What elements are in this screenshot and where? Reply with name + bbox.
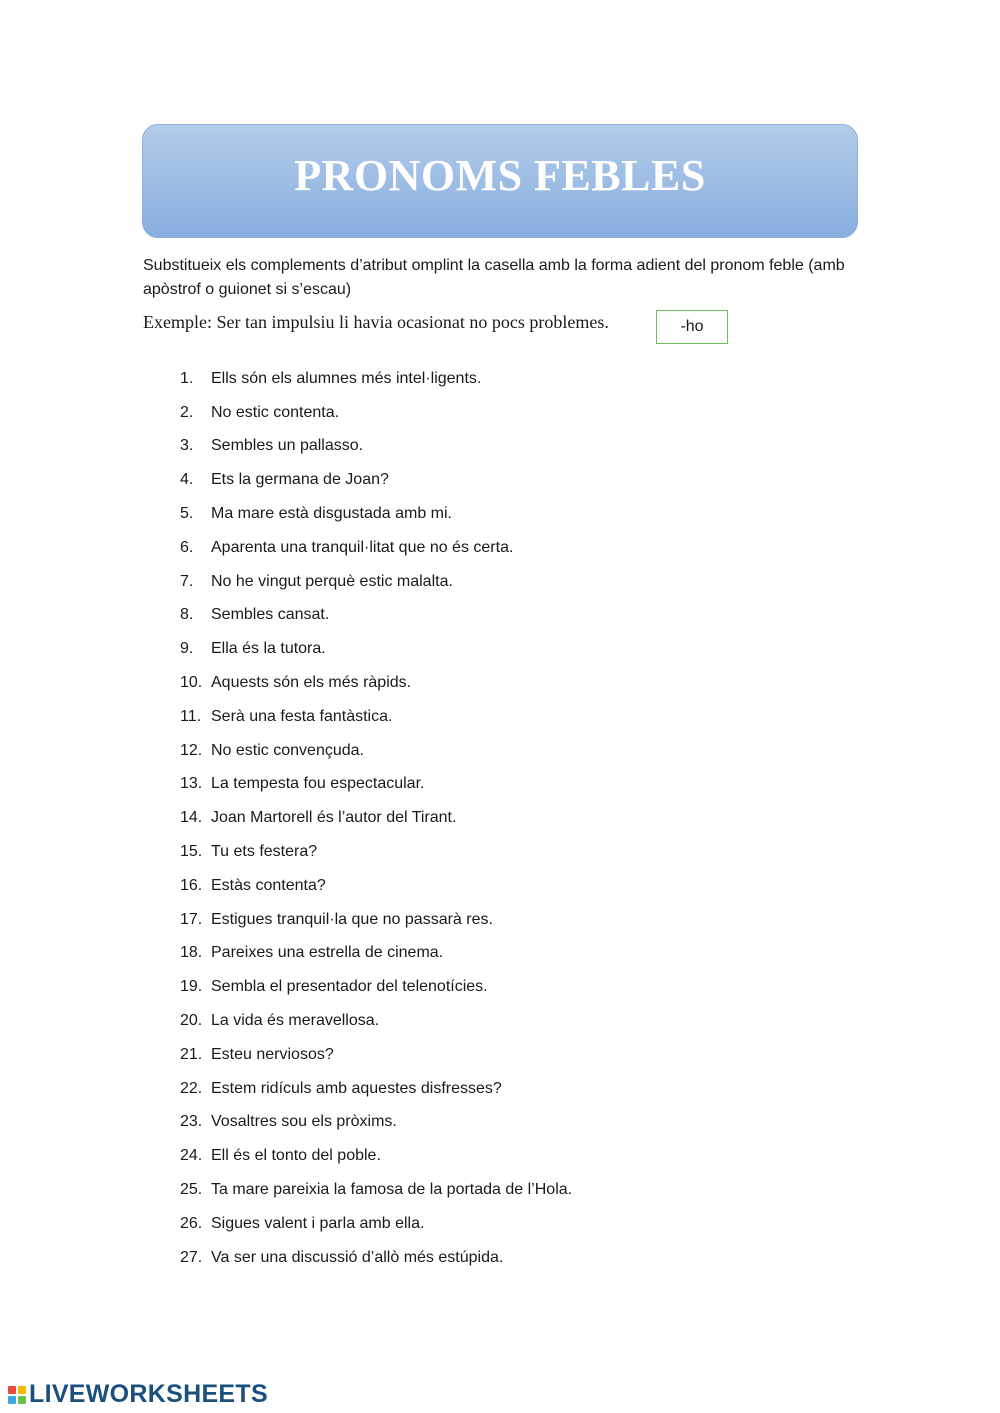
- exercise-number: 18.: [180, 944, 203, 962]
- exercise-number: 21.: [180, 1045, 203, 1063]
- exercise-sentence: Pareixes una estrella de cinema.: [211, 944, 444, 962]
- exercise-sentence: Joan Martorell és l’autor del Tirant.: [211, 809, 457, 827]
- liveworksheets-logo-icon: [8, 1386, 26, 1404]
- exercise-sentence: Ets la germana de Joan?: [211, 471, 389, 489]
- exercise-item: [180, 1241, 572, 1275]
- exercise-sentence: Estàs contenta?: [211, 876, 326, 894]
- exercise-number: 8.: [180, 606, 194, 624]
- exercise-item: [180, 937, 572, 971]
- exercise-item: [180, 1207, 572, 1241]
- exercise-sentence: Ma mare està disgustada amb mi.: [211, 505, 452, 523]
- exercise-number: 10.: [180, 674, 203, 692]
- exercise-item: [180, 599, 572, 633]
- exercise-item: [180, 1173, 572, 1207]
- exercise-number: 20.: [180, 1012, 203, 1030]
- exercise-sentence: Tu ets festera?: [211, 843, 318, 861]
- exercise-item: [180, 430, 572, 464]
- exercise-item: [180, 1072, 572, 1106]
- exercise-sentence: Ella és la tutora.: [211, 640, 326, 658]
- exercise-item: [180, 1004, 572, 1038]
- exercise-number: 3.: [180, 437, 194, 455]
- exercise-sentence: Sembles cansat.: [211, 606, 330, 624]
- title-banner: [142, 124, 858, 238]
- exercise-sentence: Sembles un pallasso.: [211, 437, 364, 455]
- logo-square-green: [18, 1396, 26, 1404]
- exercise-sentence: Estigues tranquil·la que no passarà res.: [211, 910, 493, 928]
- exercise-sentence: Sigues valent i parla amb ella.: [211, 1214, 425, 1232]
- exercise-item: [180, 970, 572, 1004]
- exercise-list: [180, 362, 572, 1275]
- exercise-item: [180, 632, 572, 666]
- exercise-number: 24.: [180, 1147, 203, 1165]
- exercise-item: [180, 1139, 572, 1173]
- exercise-number: 7.: [180, 572, 194, 590]
- exercise-number: 4.: [180, 471, 194, 489]
- exercise-number: 23.: [180, 1113, 203, 1131]
- exercise-item: [180, 700, 572, 734]
- exercise-sentence: Aparenta una tranquil·litat que no és certa.: [211, 538, 514, 556]
- instructions-text: Substitueix els complements d’atribut omplint la casella amb la forma adient del pronom feble (amb apòstrof o guionet si s’escau): [143, 257, 845, 298]
- exercise-number: 13.: [180, 775, 203, 793]
- exercise-item: [180, 869, 572, 903]
- exercise-number: 26.: [180, 1214, 203, 1232]
- exercise-number: 25.: [180, 1181, 203, 1199]
- exercise-item: [180, 801, 572, 835]
- example-answer-box: -ho: [656, 310, 728, 344]
- exercise-item: [180, 768, 572, 802]
- exercise-number: 2.: [180, 403, 194, 421]
- exercise-sentence: Serà una festa fantàstica.: [211, 707, 393, 725]
- exercise-item: [180, 396, 572, 430]
- exercise-number: 14.: [180, 809, 203, 827]
- exercise-sentence: Ell és el tonto del poble.: [211, 1147, 381, 1165]
- exercise-number: 9.: [180, 640, 194, 658]
- exercise-item: [180, 734, 572, 768]
- exercise-item: [180, 531, 572, 565]
- exercise-item: [180, 463, 572, 497]
- exercise-number: 22.: [180, 1079, 203, 1097]
- exercise-sentence: Va ser una discussió d’allò més estúpida.: [211, 1248, 504, 1266]
- logo-square-blue: [8, 1396, 16, 1404]
- exercise-item: [180, 1106, 572, 1140]
- exercise-number: 17.: [180, 910, 203, 928]
- logo-square-yellow: [18, 1386, 26, 1394]
- exercise-number: 5.: [180, 505, 194, 523]
- exercise-sentence: Ells són els alumnes més intel·ligents.: [211, 369, 482, 387]
- exercise-sentence: La tempesta fou espectacular.: [211, 775, 425, 793]
- example-sentence: Exemple: Ser tan impulsiu li havia ocasionat no pocs problemes.: [143, 312, 609, 332]
- logo-square-red: [8, 1386, 16, 1394]
- footer-logo[interactable]: [8, 1380, 268, 1409]
- exercise-sentence: Estem ridículs amb aquestes disfresses?: [211, 1079, 502, 1097]
- exercise-item: [180, 666, 572, 700]
- exercise-number: 12.: [180, 741, 203, 759]
- exercise-item: [180, 565, 572, 599]
- exercise-number: 6.: [180, 538, 194, 556]
- exercise-number: 11.: [180, 707, 202, 725]
- exercise-sentence: Sembla el presentador del telenotícies.: [211, 978, 488, 996]
- page-title: PRONOMS FEBLES: [294, 150, 706, 200]
- exercise-item: [180, 497, 572, 531]
- exercise-sentence: No estic convençuda.: [211, 741, 364, 759]
- exercise-sentence: Esteu nerviosos?: [211, 1045, 334, 1063]
- example-row: [143, 312, 704, 335]
- exercise-number: 27.: [180, 1248, 203, 1266]
- exercise-sentence: No estic contenta.: [211, 403, 340, 421]
- exercise-item: [180, 835, 572, 869]
- exercise-item: [180, 362, 572, 396]
- exercise-number: 15.: [180, 843, 203, 861]
- exercise-item: [180, 1038, 572, 1072]
- exercise-number: 19.: [180, 978, 203, 996]
- exercise-number: 16.: [180, 876, 203, 894]
- exercise-item: [180, 903, 572, 937]
- exercise-number: 1.: [180, 369, 194, 387]
- logo-text: LIVEWORKSHEETS: [29, 1380, 268, 1408]
- exercise-sentence: Ta mare pareixia la famosa de la portada de l’Hola.: [211, 1181, 573, 1199]
- exercise-sentence: La vida és meravellosa.: [211, 1012, 380, 1030]
- exercise-sentence: Vosaltres sou els pròxims.: [211, 1113, 397, 1131]
- exercise-sentence: No he vingut perquè estic malalta.: [211, 572, 453, 590]
- exercise-sentence: Aquests són els més ràpids.: [211, 674, 412, 692]
